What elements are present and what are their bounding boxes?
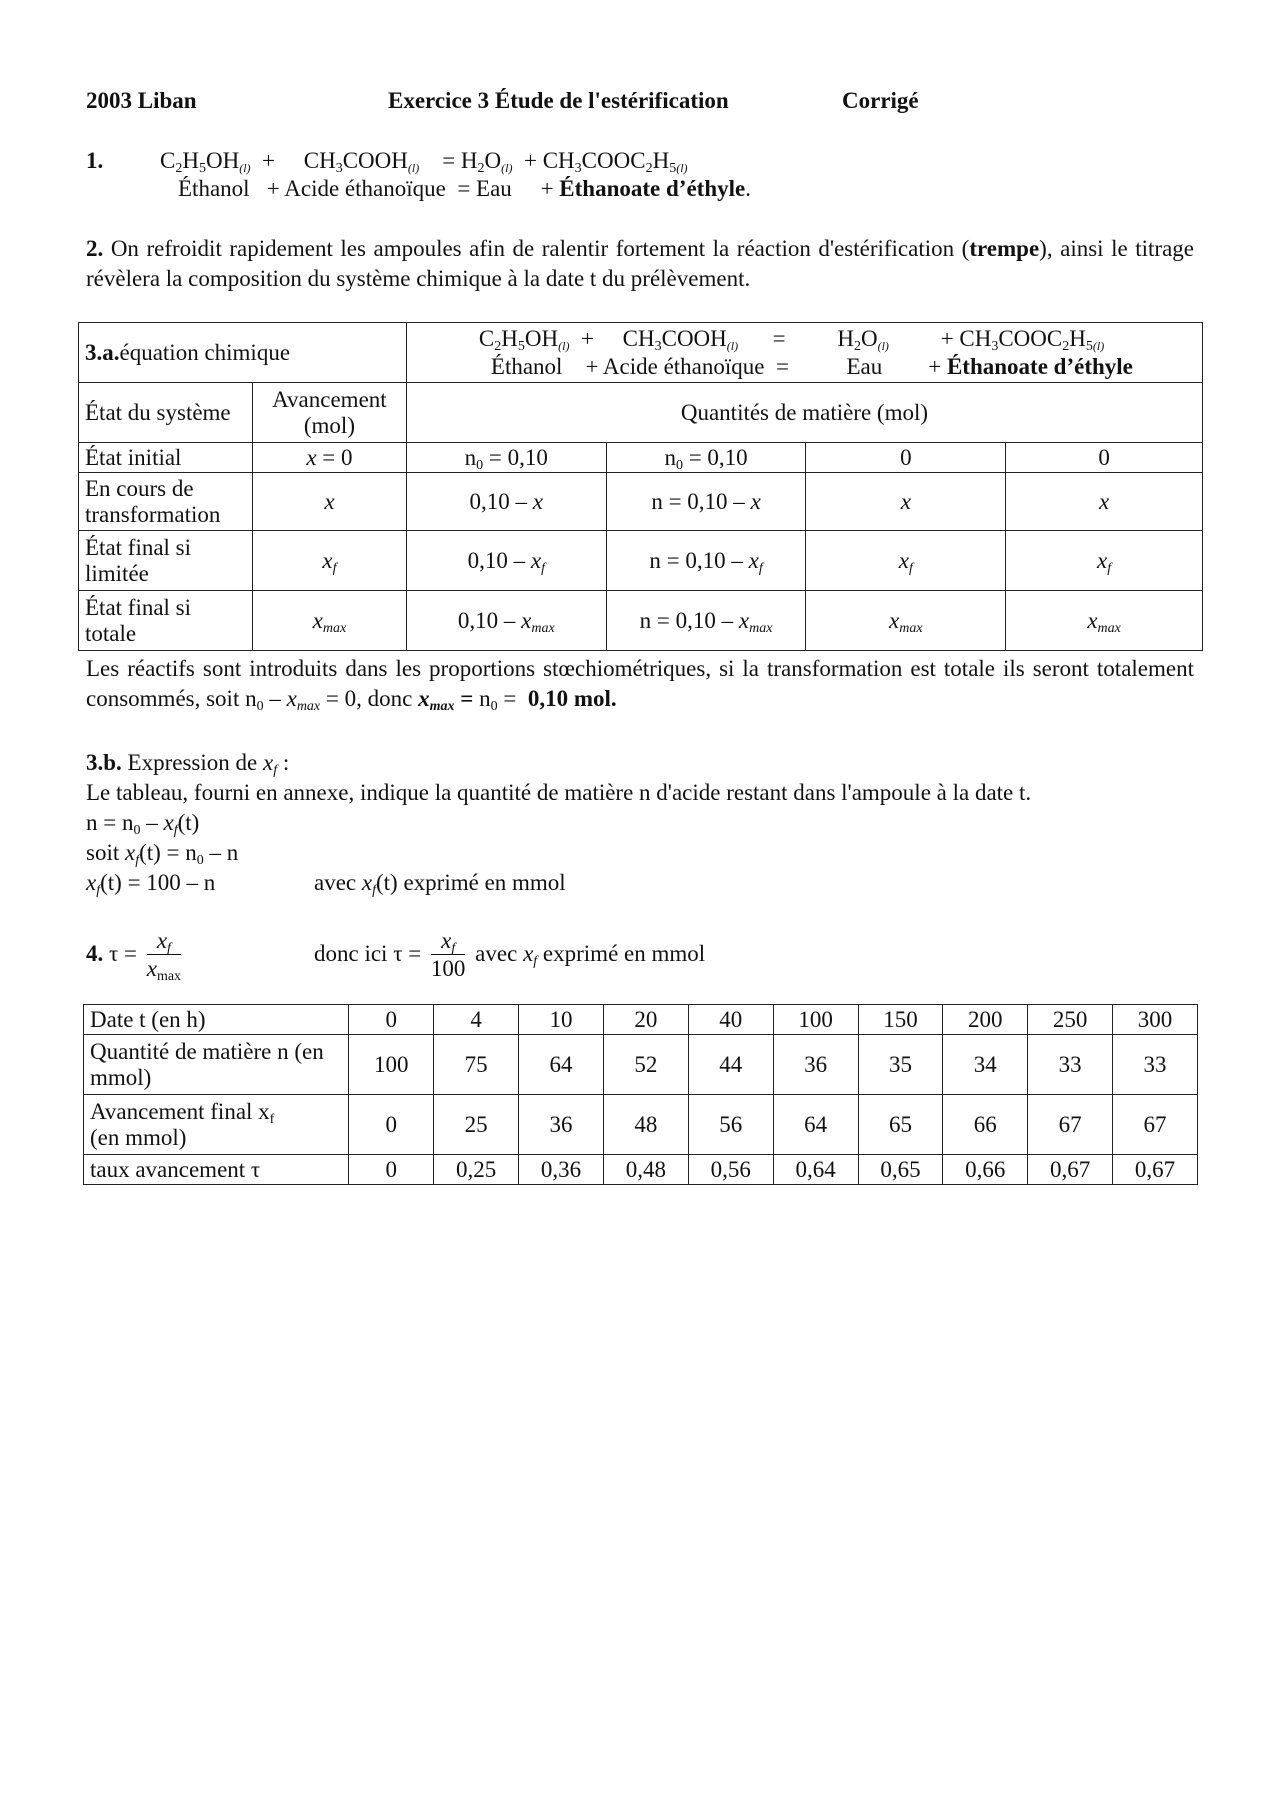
table2-cell: 0 [349, 1155, 434, 1185]
q4-avec-end: exprimé en mmol [542, 940, 706, 966]
table2-cell: 0 [349, 1095, 434, 1155]
table1-ester: Éthanoate d’éthyle [946, 353, 1133, 379]
header-title: Exercice 3 Étude de l'estérification [388, 88, 729, 113]
q4-fraction-100: $\frac{x_f}{100}$ [430, 928, 466, 981]
table1-col-qty: Quantités de matière (mol) [406, 383, 1202, 443]
table-row [84, 1155, 1198, 1185]
table2-cell: 35 [858, 1035, 943, 1095]
q2-bold-word: trempe [969, 236, 1040, 261]
q2-number: 2. [86, 236, 104, 261]
table2-cell: 36 [773, 1035, 858, 1095]
table2-cell: 0,67 [1028, 1155, 1113, 1185]
table1-cell: $x_f$ [806, 531, 1006, 591]
table2-cell: 0,48 [603, 1155, 688, 1185]
q3b-formula-1: $n = n_0 - x_f(t)$ [86, 810, 200, 838]
table-row [79, 383, 1203, 443]
table2-cell: 0,65 [858, 1155, 943, 1185]
table1-cell: x = 0 [252, 443, 406, 473]
table2-cell: 75 [434, 1035, 519, 1095]
q3b-formula-3: $x_f(t) = 100 - n$ [86, 870, 216, 898]
table2-cell: 0,67 [1113, 1155, 1198, 1185]
table1-plus: + [928, 353, 942, 379]
table2-cell: 0,25 [434, 1155, 519, 1185]
table2-label-adv: Avancement final $x_f$ (en mmol) [84, 1095, 349, 1155]
table1-title-cell [79, 323, 407, 383]
table1-cell: 0,10 – x [406, 473, 606, 531]
table2-cell: 64 [519, 1035, 604, 1095]
table-row [79, 473, 1203, 531]
table1-cell: $x_{max}$ [806, 591, 1006, 651]
table1-cell: $n = 0,10 - x_f$ [606, 531, 806, 591]
q1-number: 1. [86, 148, 104, 173]
table2-cell: 200 [943, 1005, 1028, 1035]
table2-cell: 33 [1113, 1035, 1198, 1095]
table-row [84, 1035, 1198, 1095]
table2-cell: 100 [773, 1005, 858, 1035]
q1-equation-formula: $C_2H_5OH_{(l)}$ + $CH_3COOH_{(l)}$ = $H_2O_{(l)}$ + $CH_3COOC_2H_{5(l)}$ [160, 148, 688, 176]
table2-cell: 48 [603, 1095, 688, 1155]
table1-row-label: État final si totale [79, 591, 253, 651]
q3b-title: 3.b. Expression de $x_f$ : [86, 750, 290, 778]
table1-col-adv: Avancement (mol) [252, 383, 406, 443]
table1-row-label: État final si limitée [79, 531, 253, 591]
header-year: 2003 Liban [86, 88, 197, 113]
q1-plus: + [540, 176, 554, 201]
table1-cell: 0 [806, 443, 1006, 473]
table1-cell: $n_0 = 0,10$ [606, 443, 806, 473]
table-row [79, 323, 1203, 383]
table2-cell: 56 [688, 1095, 773, 1155]
q1-equation-names [178, 174, 751, 204]
table2-cell: 67 [1028, 1095, 1113, 1155]
table2-cell: 0 [349, 1005, 434, 1035]
table2-cell: 100 [349, 1035, 434, 1095]
table2-cell: 66 [943, 1095, 1028, 1155]
table-row [84, 1005, 1198, 1035]
q4-avec: avec [475, 940, 518, 966]
results-table [83, 1004, 1198, 1185]
table2-cell: 65 [858, 1095, 943, 1155]
q4-number: 4. [86, 940, 104, 966]
table2-cell: 64 [773, 1095, 858, 1155]
q3b-number: 3.b. [86, 750, 122, 775]
table1-eq: = [775, 353, 789, 379]
q4-donc: donc ici τ = $\frac{x_f}{100}$ avec $x_f$ exprimé en mmol [314, 928, 706, 981]
header-corrige: Corrigé [842, 88, 919, 113]
table-row [79, 531, 1203, 591]
table1-cell: $x_{max}$ [252, 591, 406, 651]
q1-ester: Éthanoate d’éthyle [559, 176, 746, 201]
table2-cell: 250 [1028, 1005, 1113, 1035]
table2-cell: 0,36 [519, 1155, 604, 1185]
table1-cell: $x_{max}$ [1006, 591, 1203, 651]
table1-cell: 0 [1006, 443, 1203, 473]
table2-cell: 36 [519, 1095, 604, 1155]
q3b-note: avec $x_f(t)$ exprimé en mmol [314, 870, 566, 898]
q2-text-after: ), ainsi le titrage révèlera la composition du système chimique à la date t du prélèvement. [86, 236, 1194, 291]
table1-cell: n = 0,10 – x [606, 473, 806, 531]
table2-cell: 33 [1028, 1035, 1113, 1095]
table1-title-text: équation chimique [119, 339, 291, 365]
table1-cell: $0,10 - x_f$ [406, 531, 606, 591]
table1-ethanol: Éthanol [490, 353, 563, 379]
table2-label: taux avancement τ [84, 1155, 349, 1185]
table1-row-label: État initial [79, 443, 253, 473]
table2-label: Date t (en h) [84, 1005, 349, 1035]
table-row [84, 1095, 1198, 1155]
table2-cell: 0,66 [943, 1155, 1028, 1185]
table2-cell: 40 [688, 1005, 773, 1035]
table1-acid: + Acide éthanoïque [585, 353, 765, 379]
table1-cell: $x_f$ [1006, 531, 1203, 591]
table1-formula-line: $C_2H_5OH_{(l)}$ + $CH_3COOH_{(l)}$ = $H_2O_{(l)}$ + $CH_3COOC_2H_{5(l)}$ [478, 325, 1105, 354]
table2-cell: 300 [1113, 1005, 1198, 1035]
after-table-result: 0,10 mol. [527, 686, 617, 711]
after-table-paragraph: Les réactifs sont introduits dans les proportions stœchiométriques, si la transformation est totale ils seront totalement consommés, soit $n_0 - x_{max} = 0$, donc $x_{max} = n_0 = 0,10$ mol. [86, 656, 1194, 714]
q1-acid: + Acide éthanoïque [266, 176, 446, 201]
table1-row-label: En cours de transformation [79, 473, 253, 531]
table1-col-state: État du système [79, 383, 253, 443]
table2-cell: 25 [434, 1095, 519, 1155]
table1-cell: x [252, 473, 406, 531]
q2-text-before: On refroidit rapidement les ampoules afin de ralentir fortement la réaction d'estérification ( [110, 236, 970, 261]
advancement-table [78, 322, 1203, 651]
q1-ethanol: Éthanol [178, 176, 250, 201]
q3b-formula-2: soit $x_f(t) = n_0 - n$ [86, 840, 239, 868]
table1-names-line [491, 354, 1133, 380]
table2-cell: 67 [1113, 1095, 1198, 1155]
table2-cell: 0,64 [773, 1155, 858, 1185]
table1-title-num: 3.a. [85, 339, 120, 365]
q3b-line1: Le tableau, fourni en annexe, indique la quantité de matière n d'acide restant dans l'ampoule à la date t. [86, 780, 1032, 805]
q1-dot: . [745, 176, 751, 201]
q4-tau-definition: 4. τ = $\frac{x_f}{x_{max}}$ [86, 928, 182, 984]
after-table-text: Les réactifs sont introduits dans les proportions stœchiométriques, si la transformation est totale ils seront totalement consommés, soit n [86, 656, 1194, 711]
q4-fraction: $\frac{x_f}{x_{max}}$ [146, 928, 182, 984]
table2-cell: 4 [434, 1005, 519, 1035]
table1-cell: x [806, 473, 1006, 531]
q4-donc-text: donc ici τ = [314, 940, 422, 966]
q3b-title-text: Expression de [127, 750, 258, 775]
table-row [79, 443, 1203, 473]
table1-equation [407, 324, 1202, 382]
table2-cell: 150 [858, 1005, 943, 1035]
table1-cell: $n_0 = 0,10$ [406, 443, 606, 473]
table1-cell: $x_f$ [252, 531, 406, 591]
table1-equation-cell [406, 323, 1202, 383]
table-row [79, 591, 1203, 651]
table1-cell: $0,10 - x_{max}$ [406, 591, 606, 651]
table2-cell: 0,56 [688, 1155, 773, 1185]
table1-cell: x [1006, 473, 1203, 531]
table2-cell: 44 [688, 1035, 773, 1095]
q2-paragraph [86, 234, 1194, 294]
table2-label: Quantité de matière n (en mmol) [84, 1035, 349, 1095]
q1-water: = Eau [457, 176, 512, 201]
table2-cell: 52 [603, 1035, 688, 1095]
table1-cell: $n = 0,10 - x_{max}$ [606, 591, 806, 651]
table2-cell: 20 [603, 1005, 688, 1035]
table1-water: Eau [846, 353, 883, 379]
table2-cell: 34 [943, 1035, 1028, 1095]
table2-cell: 10 [519, 1005, 604, 1035]
